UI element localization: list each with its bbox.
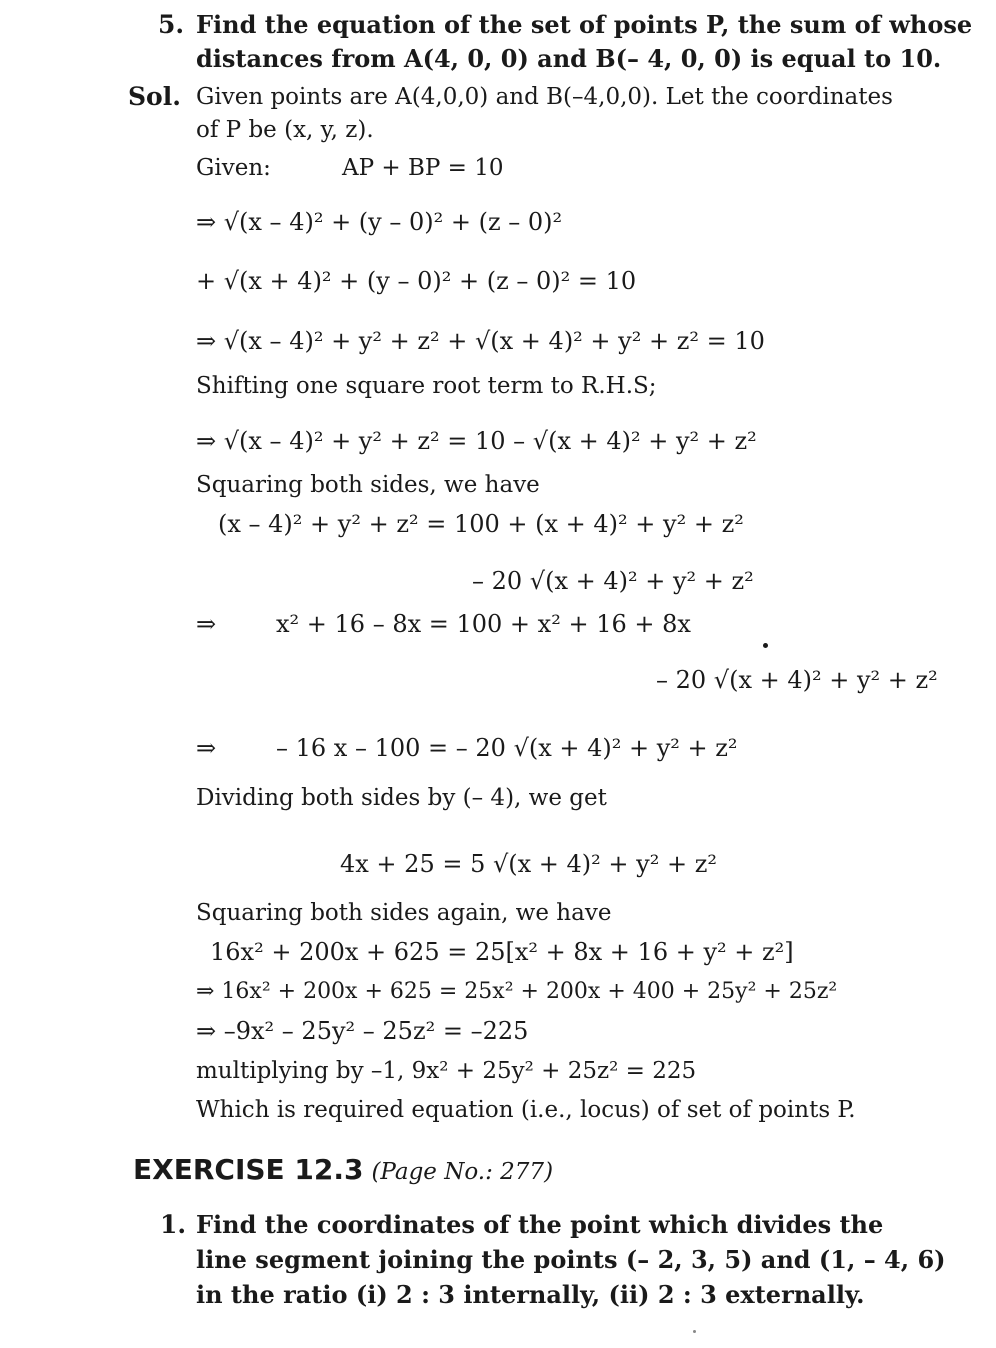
equation-1: ⇒ √(x – 4)² + (y – 0)² + (z – 0)² — [196, 208, 563, 236]
solution-line1: Given points are A(4,0,0) and B(–4,0,0). Let the coordinates — [196, 84, 893, 110]
question-text-line2: distances from A(4, 0, 0) and B(– 4, 0, 0) is equal to 10. — [196, 44, 942, 73]
equation-12: ⇒ 16x² + 200x + 625 = 25x² + 200x + 400 + 25y² + 25z² — [196, 979, 838, 1004]
equation-3: ⇒ √(x – 4)² + y² + z² + √(x + 4)² + y² + z² = 10 — [196, 327, 765, 355]
equation-4: ⇒ √(x – 4)² + y² + z² = 10 – √(x + 4)² + y² + z² — [196, 427, 757, 455]
given-label: Given: — [196, 155, 271, 181]
equation-14: multiplying by –1, 9x² + 25y² + 25z² = 225 — [196, 1058, 697, 1084]
equation-11: 16x² + 200x + 625 = 25[x² + 8x + 16 + y² + z²] — [210, 938, 794, 966]
question-number: 5. — [158, 10, 185, 39]
squaring-again-text: Squaring both sides again, we have — [196, 900, 612, 926]
exercise-title: EXERCISE 12.3 — [133, 1153, 364, 1186]
arrow-9: ⇒ — [196, 734, 217, 762]
solution-label: Sol. — [128, 82, 181, 111]
divide-text: Dividing both sides by (– 4), we get — [196, 785, 607, 811]
shift-text: Shifting one square root term to R.H.S; — [196, 373, 657, 399]
equation-7: x² + 16 – 8x = 100 + x² + 16 + 8x — [276, 610, 691, 638]
question-text-line1: Find the equation of the set of points P, the sum of whose — [196, 10, 973, 39]
exercise-heading — [133, 1155, 553, 1187]
squaring-text: Squaring both sides, we have — [196, 472, 540, 498]
equation-10: 4x + 25 = 5 √(x + 4)² + y² + z² — [340, 850, 717, 878]
stray-dot — [763, 643, 768, 648]
exercise-page: (Page No.: 277) — [371, 1159, 554, 1185]
given-equation: AP + BP = 10 — [342, 155, 504, 181]
equation-8: – 20 √(x + 4)² + y² + z² — [656, 666, 938, 694]
conclusion-text: Which is required equation (i.e., locus) of set of points P. — [196, 1097, 856, 1123]
arrow-7: ⇒ — [196, 610, 217, 638]
equation-6: – 20 √(x + 4)² + y² + z² — [472, 567, 754, 595]
question1-line2: line segment joining the points (– 2, 3, 5) and (1, – 4, 6) — [196, 1245, 946, 1274]
equation-5: (x – 4)² + y² + z² = 100 + (x + 4)² + y² + z² — [218, 510, 744, 538]
question1-line3: in the ratio (i) 2 : 3 internally, (ii) 2 : 3 externally. — [196, 1280, 865, 1309]
equation-13: ⇒ –9x² – 25y² – 25z² = –225 — [196, 1017, 529, 1045]
equation-2: + √(x + 4)² + (y – 0)² + (z – 0)² = 10 — [196, 267, 637, 295]
question1-line1: Find the coordinates of the point which divides the — [196, 1210, 884, 1239]
question1-number: 1. — [160, 1210, 187, 1239]
equation-9: – 16 x – 100 = – 20 √(x + 4)² + y² + z² — [276, 734, 738, 762]
solution-line2: of P be (x, y, z). — [196, 117, 374, 143]
stray-dot-bottom — [693, 1330, 696, 1333]
